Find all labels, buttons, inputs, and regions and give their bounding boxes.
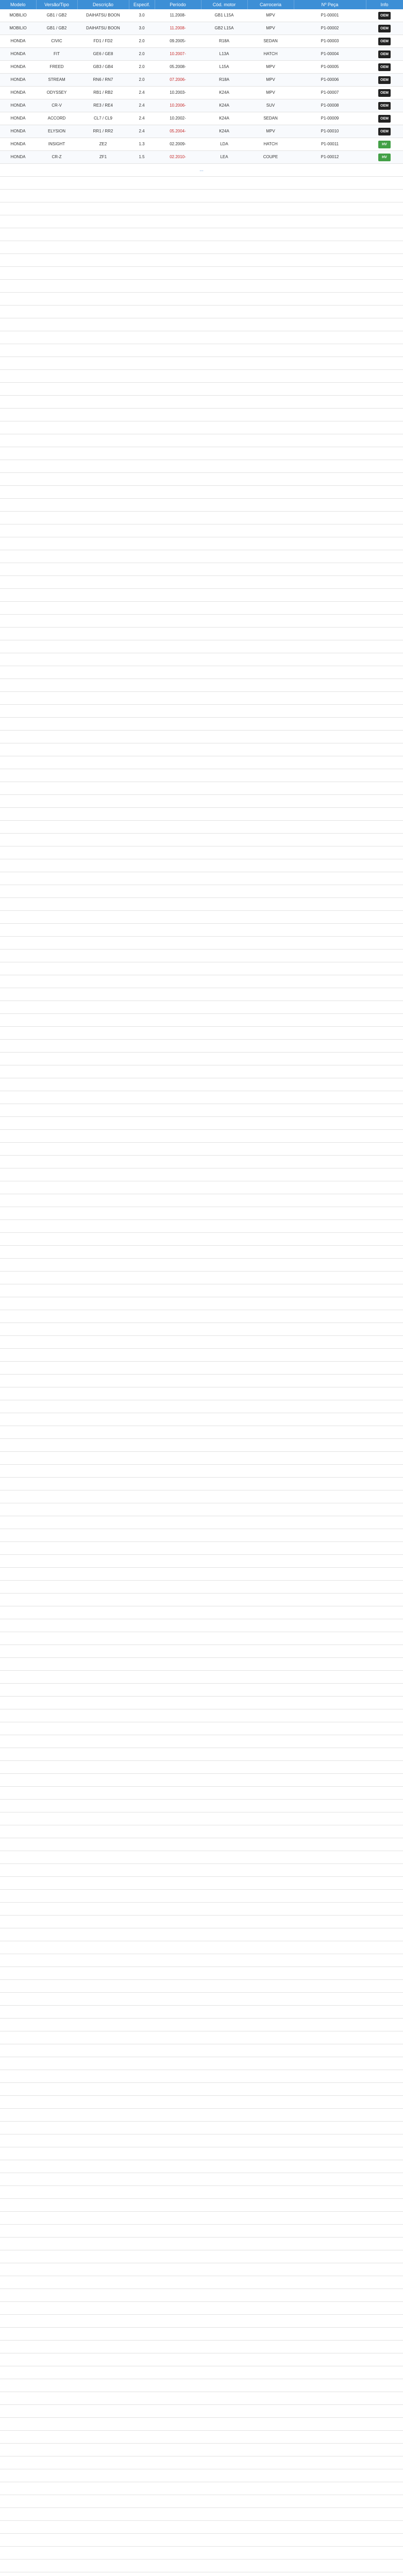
cell-spec-text: 2.4 — [139, 90, 145, 95]
cell-body-text: COUPE — [263, 155, 278, 159]
cell-description — [77, 151, 129, 164]
cell-model-text: MOBILIO — [9, 26, 27, 30]
cell-model-text: MOBILIO — [9, 13, 27, 18]
column-header[interactable]: Info — [366, 0, 403, 9]
cell-period-text: 09.2005- — [170, 39, 186, 43]
cell-version-text: GB1 / GB2 — [46, 13, 67, 18]
cell-description-text: RN6 / RN7 — [93, 77, 113, 82]
cell-spec — [129, 9, 155, 22]
cell-spec — [129, 48, 155, 61]
cell-period-text: 11.2008- — [170, 26, 186, 30]
cell-info — [366, 48, 403, 61]
oem-badge[interactable]: HV — [378, 141, 391, 148]
cell-engine — [201, 99, 247, 112]
cell-body — [247, 74, 294, 87]
cell-version-text: FIT — [54, 52, 60, 56]
cell-part-number — [294, 61, 366, 74]
cell-body-text: HATCH — [263, 142, 278, 146]
cell-part-number-text: P1-00002 — [321, 26, 339, 30]
cell-description-text: ZE2 — [99, 142, 107, 146]
cell-body-text: MPV — [266, 129, 275, 133]
cell-engine-text: K24A — [219, 129, 229, 133]
column-header[interactable]: Nº Peça — [294, 0, 366, 9]
cell-body — [247, 9, 294, 22]
table-row[interactable] — [0, 74, 403, 87]
cell-engine — [201, 48, 247, 61]
cell-info — [366, 151, 403, 164]
cell-version-text: CR-V — [52, 103, 62, 108]
cell-part-number-text: P1-00005 — [321, 64, 339, 69]
table-row[interactable] — [0, 99, 403, 112]
cell-part-number — [294, 35, 366, 48]
cell-version-text: ACCORD — [47, 116, 66, 121]
cell-engine — [201, 151, 247, 164]
cell-part-number — [294, 138, 366, 151]
cell-part-number — [294, 48, 366, 61]
cell-model — [0, 9, 36, 22]
cell-spec — [129, 99, 155, 112]
column-header[interactable]: Descrição — [77, 0, 129, 9]
cell-description — [77, 99, 129, 112]
cell-info — [366, 112, 403, 125]
table-row[interactable] — [0, 151, 403, 164]
cell-description — [77, 22, 129, 35]
cell-spec — [129, 22, 155, 35]
cell-description-text: GE6 / GE8 — [93, 52, 113, 56]
cell-version-text: CR-Z — [52, 155, 62, 159]
parts-table — [0, 0, 403, 177]
cell-engine — [201, 22, 247, 35]
table-row[interactable] — [0, 138, 403, 151]
cell-engine-text: K24A — [219, 103, 229, 108]
cell-description-text: RB1 / RB2 — [93, 90, 113, 95]
cell-version — [36, 35, 77, 48]
cell-description — [77, 112, 129, 125]
cell-period-text: 07.2006- — [170, 77, 186, 82]
cell-version-text: GB1 / GB2 — [46, 26, 67, 30]
cell-part-number — [294, 9, 366, 22]
cell-engine-text: GB1 L15A — [214, 13, 234, 18]
cell-spec-text: 2.4 — [139, 103, 145, 108]
column-header[interactable]: Período — [155, 0, 201, 9]
cell-engine — [201, 61, 247, 74]
cell-spec-text: 1.5 — [139, 155, 145, 159]
cell-description — [77, 9, 129, 22]
cell-model-text: HONDA — [10, 52, 26, 56]
cell-model-text: HONDA — [10, 77, 26, 82]
cell-model-text: HONDA — [10, 142, 26, 146]
cell-period — [155, 138, 201, 151]
cell-spec-text: 2.0 — [139, 64, 145, 69]
cell-engine-text: R18A — [219, 77, 229, 82]
cell-period — [155, 125, 201, 138]
table-body — [0, 9, 403, 177]
cell-body-text: SUV — [266, 103, 275, 108]
cell-engine-text: K24A — [219, 90, 229, 95]
cell-part-number — [294, 125, 366, 138]
more-rows-row — [0, 164, 403, 177]
cell-body-text: MPV — [266, 26, 275, 30]
cell-spec — [129, 112, 155, 125]
cell-description-text: GB3 / GB4 — [93, 64, 113, 69]
cell-engine — [201, 35, 247, 48]
cell-spec-text: 1.3 — [139, 142, 145, 146]
cell-body-text: SEDAN — [263, 116, 278, 121]
cell-engine — [201, 9, 247, 22]
cell-period-text: 11.2008- — [170, 13, 186, 18]
cell-period — [155, 22, 201, 35]
cell-model-text: HONDA — [10, 39, 26, 43]
cell-part-number-text: P1-00010 — [321, 129, 339, 133]
table-continuation — [0, 177, 403, 2576]
cell-description — [77, 35, 129, 48]
cell-model — [0, 99, 36, 112]
cell-spec — [129, 35, 155, 48]
cell-spec-text: 3.0 — [139, 26, 145, 30]
cell-engine — [201, 138, 247, 151]
cell-info — [366, 138, 403, 151]
cell-engine-text: LEA — [220, 155, 228, 159]
table-row[interactable] — [0, 87, 403, 99]
cell-version-text: ODYSSEY — [46, 90, 67, 95]
cell-model — [0, 22, 36, 35]
oem-badge[interactable]: OEM — [378, 102, 391, 110]
cell-period-text: 05.2004- — [170, 129, 186, 133]
oem-badge[interactable]: OEM — [378, 50, 391, 58]
cell-body — [247, 35, 294, 48]
cell-part-number-text: P1-00011 — [321, 142, 339, 146]
cell-description-text: DAIHATSU BOON — [86, 26, 120, 30]
cell-info — [366, 74, 403, 87]
cell-period-text: 02.2009- — [170, 142, 186, 146]
cell-period-text: 02.2010- — [170, 155, 186, 159]
cell-model — [0, 138, 36, 151]
cell-period — [155, 35, 201, 48]
cell-period-text: 10.2006- — [170, 103, 186, 108]
cell-engine — [201, 74, 247, 87]
cell-description-text: RE3 / RE4 — [93, 103, 113, 108]
cell-body-text: MPV — [266, 77, 275, 82]
cell-info — [366, 87, 403, 99]
cell-description — [77, 48, 129, 61]
cell-description — [77, 125, 129, 138]
cell-model — [0, 48, 36, 61]
cell-model-text: HONDA — [10, 129, 26, 133]
cell-version — [36, 138, 77, 151]
cell-body — [247, 22, 294, 35]
more-rows-label[interactable]: … — [199, 167, 204, 172]
cell-model-text: HONDA — [10, 90, 26, 95]
cell-spec — [129, 151, 155, 164]
cell-body-text: MPV — [266, 64, 275, 69]
cell-info — [366, 61, 403, 74]
cell-model — [0, 87, 36, 99]
cell-spec-text: 2.4 — [139, 129, 145, 133]
cell-description-text: DAIHATSU BOON — [86, 13, 120, 18]
cell-part-number — [294, 112, 366, 125]
cell-body-text: MPV — [266, 90, 275, 95]
cell-model-text: HONDA — [10, 64, 26, 69]
cell-body — [247, 87, 294, 99]
cell-part-number — [294, 151, 366, 164]
oem-badge[interactable]: OEM — [378, 115, 391, 123]
cell-model — [0, 61, 36, 74]
table-row[interactable] — [0, 35, 403, 48]
cell-engine-text: L15A — [219, 64, 229, 69]
cell-body — [247, 61, 294, 74]
cell-version — [36, 61, 77, 74]
cell-version-text: ELYSION — [47, 129, 66, 133]
cell-part-number-text: P1-00008 — [321, 103, 339, 108]
cell-part-number-text: P1-00006 — [321, 77, 339, 82]
cell-description — [77, 74, 129, 87]
cell-part-number-text: P1-00012 — [321, 155, 339, 159]
cell-info — [366, 35, 403, 48]
cell-version-text: FREED — [49, 64, 64, 69]
cell-part-number — [294, 74, 366, 87]
cell-period — [155, 99, 201, 112]
cell-model — [0, 112, 36, 125]
column-header[interactable]: Especif. — [129, 0, 155, 9]
oem-badge[interactable]: HV — [378, 154, 391, 161]
cell-description-text: CL7 / CL9 — [93, 116, 113, 121]
cell-description — [77, 61, 129, 74]
table-row[interactable] — [0, 9, 403, 22]
cell-body-text: SEDAN — [263, 39, 278, 43]
cell-model-text: HONDA — [10, 155, 26, 159]
cell-spec — [129, 74, 155, 87]
cell-engine — [201, 87, 247, 99]
cell-model — [0, 125, 36, 138]
cell-spec-text: 2.0 — [139, 39, 145, 43]
cell-engine-text: GB2 L15A — [214, 26, 234, 30]
cell-info — [366, 9, 403, 22]
cell-version-text: CIVIC — [51, 39, 62, 43]
cell-model — [0, 151, 36, 164]
cell-body — [247, 99, 294, 112]
oem-badge[interactable]: OEM — [378, 128, 391, 135]
column-header[interactable]: Versão/Tipo — [36, 0, 77, 9]
cell-info — [366, 22, 403, 35]
oem-badge[interactable]: OEM — [378, 12, 391, 20]
cell-body — [247, 48, 294, 61]
table-row[interactable] — [0, 22, 403, 35]
cell-spec — [129, 61, 155, 74]
cell-description-text: RR1 / RR2 — [93, 129, 113, 133]
cell-period-text: 10.2002- — [170, 116, 186, 121]
cell-body — [247, 138, 294, 151]
cell-period — [155, 112, 201, 125]
more-rows-cell — [0, 164, 403, 177]
cell-version — [36, 74, 77, 87]
cell-period-text: 10.2003- — [170, 90, 186, 95]
column-header[interactable]: Cód. motor — [201, 0, 247, 9]
column-header[interactable]: Carroceria — [247, 0, 294, 9]
cell-model — [0, 35, 36, 48]
cell-engine — [201, 125, 247, 138]
cell-period — [155, 48, 201, 61]
cell-period — [155, 74, 201, 87]
cell-info — [366, 99, 403, 112]
cell-part-number-text: P1-00001 — [321, 13, 339, 18]
cell-spec — [129, 87, 155, 99]
cell-body — [247, 151, 294, 164]
cell-period — [155, 87, 201, 99]
cell-part-number-text: P1-00009 — [321, 116, 339, 121]
cell-part-number — [294, 22, 366, 35]
cell-engine-text: L13A — [219, 52, 229, 56]
cell-part-number — [294, 87, 366, 99]
cell-period-text: 10.2007- — [170, 52, 186, 56]
cell-body — [247, 125, 294, 138]
cell-model — [0, 74, 36, 87]
cell-description-text: FD1 / FD2 — [93, 39, 113, 43]
cell-version-text: STREAM — [48, 77, 65, 82]
cell-part-number-text: P1-00007 — [321, 90, 339, 95]
cell-version — [36, 9, 77, 22]
table-row[interactable] — [0, 61, 403, 74]
cell-period-text: 05.2008- — [170, 64, 186, 69]
cell-description — [77, 138, 129, 151]
cell-spec-text: 2.4 — [139, 116, 145, 121]
cell-version — [36, 151, 77, 164]
cell-spec — [129, 125, 155, 138]
cell-version-text: INSIGHT — [48, 142, 65, 146]
cell-engine — [201, 112, 247, 125]
oem-badge[interactable]: OEM — [378, 89, 391, 97]
table-row[interactable] — [0, 48, 403, 61]
cell-version — [36, 125, 77, 138]
oem-badge[interactable]: OEM — [378, 38, 391, 45]
cell-version — [36, 87, 77, 99]
cell-period — [155, 151, 201, 164]
cell-version — [36, 48, 77, 61]
cell-engine-text: R18A — [219, 39, 229, 43]
cell-version — [36, 22, 77, 35]
cell-model-text: HONDA — [10, 116, 26, 121]
cell-body-text: HATCH — [263, 52, 278, 56]
cell-part-number — [294, 99, 366, 112]
cell-engine-text: K24A — [219, 116, 229, 121]
cell-spec-text: 2.0 — [139, 77, 145, 82]
cell-info — [366, 125, 403, 138]
column-header[interactable]: Modelo — [0, 0, 36, 9]
cell-period — [155, 9, 201, 22]
oem-badge[interactable]: OEM — [378, 25, 391, 32]
cell-body-text: MPV — [266, 13, 275, 18]
cell-engine-text: LDA — [220, 142, 228, 146]
cell-model-text: HONDA — [10, 103, 26, 108]
cell-part-number-text: P1-00003 — [321, 39, 339, 43]
cell-spec-text: 3.0 — [139, 13, 145, 18]
oem-badge[interactable]: OEM — [378, 63, 391, 71]
cell-spec-text: 2.0 — [139, 52, 145, 56]
cell-version — [36, 99, 77, 112]
cell-body — [247, 112, 294, 125]
cell-part-number-text: P1-00004 — [321, 52, 339, 56]
table-row[interactable] — [0, 112, 403, 125]
table-row[interactable] — [0, 125, 403, 138]
cell-spec — [129, 138, 155, 151]
table-header-row — [0, 0, 403, 9]
cell-description — [77, 87, 129, 99]
cell-version — [36, 112, 77, 125]
cell-description-text: ZF1 — [99, 155, 107, 159]
oem-badge[interactable]: OEM — [378, 76, 391, 84]
cell-period — [155, 61, 201, 74]
